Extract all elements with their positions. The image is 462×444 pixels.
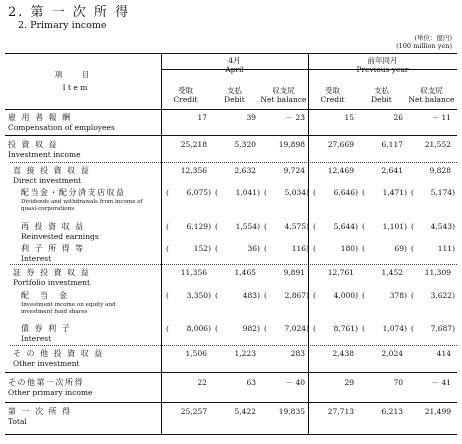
open-paren: ( [166, 188, 169, 197]
debit-header-1-jp: 支払 [227, 86, 242, 95]
row-label-en: quasi-corporations [21, 206, 75, 212]
cell-value: 19,835 [278, 407, 305, 416]
cell-value: 6,075) [186, 188, 211, 197]
open-paren: ( [264, 291, 267, 300]
dotted-rule-1 [10, 162, 457, 163]
open-paren: ( [166, 324, 169, 333]
open-paren: ( [362, 244, 365, 253]
net-header-1-en: Net balance [260, 95, 307, 104]
dotted-rule-2 [10, 264, 457, 265]
open-paren: ( [166, 222, 169, 231]
row-label-en: Portfolio investment [13, 278, 91, 287]
open-paren: ( [215, 291, 218, 300]
row-label-en: Total [8, 417, 27, 426]
row-label-en: Compensation of employees [8, 123, 115, 132]
open-paren: ( [264, 244, 267, 253]
row-label-en: Direct investment [13, 176, 82, 185]
cell-value: 15 [344, 113, 354, 122]
open-paren: ( [313, 244, 316, 253]
page-heading [8, 5, 130, 32]
unit-note [396, 34, 452, 50]
cell-value: 11,356 [180, 268, 207, 277]
cell-value: 116) [291, 244, 309, 253]
unit-note-jp: (単位：億円) [414, 34, 452, 42]
row-label-en: Other primary income [8, 388, 93, 397]
credit-header-2-en: Credit [320, 95, 345, 104]
cell-value: 26 [393, 113, 403, 122]
cell-value: 5,034) [284, 188, 309, 197]
cell-value: 6,213 [381, 407, 403, 416]
cell-value: － 11 [431, 113, 451, 122]
debit-header-1 [210, 86, 259, 104]
cell-value: 1,223 [234, 349, 256, 358]
cell-value: 1,471) [382, 188, 407, 197]
open-paren: ( [215, 244, 218, 253]
cell-value: 5,644) [333, 222, 358, 231]
table-bottom-rule [5, 434, 457, 435]
cell-value: 180) [340, 244, 358, 253]
net-header-2-jp: 収支尻 [420, 86, 443, 95]
cell-value: 27,713 [327, 407, 354, 416]
cell-value: 5,320 [234, 140, 256, 149]
cell-value: 1,554) [235, 222, 260, 231]
cell-value: 2,024 [381, 349, 403, 358]
cell-value: 21,499 [424, 407, 451, 416]
debit-header-2-jp: 支払 [374, 86, 389, 95]
column-divider-1 [161, 53, 162, 434]
cell-value: 70 [393, 378, 403, 387]
row-label-jp: そ の 他 投 資 収 益 [13, 349, 104, 358]
open-paren: ( [166, 244, 169, 253]
period-header-1-jp: 4月 [228, 56, 241, 65]
header-bottom-rule [5, 109, 457, 110]
section-rule-2 [5, 372, 457, 373]
period-header-2-en: Previous year [356, 65, 409, 74]
row-label-en: Reinvested earnings [21, 232, 99, 241]
row-label-jp: 雇 用 者 報 酬 [8, 113, 72, 122]
cell-value: － 41 [431, 378, 451, 387]
cell-value: 4,000) [333, 291, 358, 300]
row-label-en: Dividends and withdrawals from income of [21, 199, 143, 205]
cell-value: 2,438 [332, 349, 354, 358]
row-label-en: Other investment [13, 359, 80, 368]
open-paren: ( [215, 188, 218, 197]
net-header-1-jp: 収支尻 [272, 86, 295, 95]
row-label-jp: その他第一次所得 [8, 378, 84, 387]
debit-header-2-en: Debit [371, 95, 392, 104]
row-label-en: Investment income [8, 150, 81, 159]
cell-value: 8,006) [186, 324, 211, 333]
cell-value: 36) [247, 244, 260, 253]
open-paren: ( [411, 222, 414, 231]
cell-value: 39 [246, 113, 256, 122]
row-label-jp: 第 一 次 所 得 [8, 407, 72, 416]
cell-value: 6,129) [186, 222, 211, 231]
open-paren: ( [264, 324, 267, 333]
row-label-en: Interest [21, 334, 52, 343]
cell-value: 25,218 [180, 140, 207, 149]
cell-value: 7,687) [430, 324, 455, 333]
cell-value: 11,309 [424, 268, 451, 277]
cell-value: 6,646) [333, 188, 358, 197]
credit-header-2-jp: 受取 [325, 86, 340, 95]
credit-header-1-jp: 受取 [178, 86, 193, 95]
cell-value: 9,891 [283, 268, 305, 277]
open-paren: ( [411, 188, 414, 197]
row-label-en: investment fund shares [21, 309, 88, 315]
open-paren: ( [264, 222, 267, 231]
cell-value: 3,622) [430, 291, 455, 300]
period-header-1-en: April [225, 65, 244, 74]
open-paren: ( [313, 291, 316, 300]
cell-value: 25,257 [180, 407, 207, 416]
row-label-jp: 債 券 利 子 [21, 324, 72, 333]
cell-value: 27,669 [327, 140, 354, 149]
cell-value: 21,552 [424, 140, 451, 149]
cell-value: 29 [344, 378, 354, 387]
cell-value: 414 [436, 349, 451, 358]
period-header-1 [161, 56, 308, 74]
cell-value: 2,867) [284, 291, 309, 300]
row-label-jp: 配当金・配分済支店収益 [21, 188, 126, 197]
cell-value: 9,828 [429, 166, 451, 175]
open-paren: ( [362, 188, 365, 197]
row-label-en: Investment income on equity and [21, 302, 116, 308]
open-paren: ( [166, 291, 169, 300]
period-header-2 [308, 56, 457, 74]
item-header-en: I t e m [62, 83, 88, 92]
open-paren: ( [362, 291, 365, 300]
open-paren: ( [362, 324, 365, 333]
cell-value: 152) [193, 244, 211, 253]
cell-value: 9,724 [283, 166, 305, 175]
cell-value: 19,898 [278, 140, 305, 149]
open-paren: ( [411, 291, 414, 300]
page-title-en: 2. Primary income [18, 20, 107, 31]
cell-value: 4,575) [284, 222, 309, 231]
cell-value: 6,117 [381, 140, 403, 149]
credit-header-2 [308, 86, 357, 104]
cell-value: 5,174) [430, 188, 455, 197]
open-paren: ( [313, 324, 316, 333]
cell-value: 1,452 [381, 268, 403, 277]
row-label-en: Interest [21, 254, 52, 263]
open-paren: ( [313, 188, 316, 197]
cell-value: 3,350) [186, 291, 211, 300]
open-paren: ( [362, 222, 365, 231]
cell-value: 7,024) [284, 324, 309, 333]
cell-value: 12,356 [180, 166, 207, 175]
net-header-2 [406, 86, 457, 104]
cell-value: 4,543) [430, 222, 455, 231]
open-paren: ( [411, 244, 414, 253]
table-top-rule [5, 53, 457, 54]
open-paren: ( [215, 222, 218, 231]
cell-value: 12,469 [327, 166, 354, 175]
cell-value: 378) [389, 291, 407, 300]
item-header-jp: 項 目 [54, 70, 96, 79]
row-label-jp: 配 当 金 [21, 291, 69, 300]
credit-header-1-en: Credit [173, 95, 198, 104]
cell-value: 5,422 [234, 407, 256, 416]
cell-value: － 23 [285, 113, 305, 122]
cell-value: 1,101) [382, 222, 407, 231]
cell-value: 22 [197, 378, 207, 387]
debit-header-2 [357, 86, 406, 104]
cell-value: 8,761) [333, 324, 358, 333]
net-header-1 [259, 86, 308, 104]
net-header-2-en: Net balance [408, 95, 455, 104]
item-header [20, 70, 130, 92]
row-label-jp: 再 投 資 収 益 [21, 222, 85, 231]
cell-value: 17 [197, 113, 207, 122]
section-rule-3 [5, 402, 457, 403]
section-rule-1 [5, 135, 457, 136]
cell-value: 283 [290, 349, 305, 358]
open-paren: ( [264, 188, 267, 197]
cell-value: 1,465 [234, 268, 256, 277]
period-header-2-jp: 前年同月 [367, 56, 398, 65]
dotted-rule-3 [10, 345, 457, 346]
cell-value: 982) [242, 324, 260, 333]
cell-value: 69) [394, 244, 407, 253]
row-label-jp: 利 子 所 得 等 [21, 244, 85, 253]
row-label-jp: 証 券 投 資 収 益 [13, 268, 91, 277]
cell-value: 111) [437, 244, 455, 253]
cell-value: 1,041) [235, 188, 260, 197]
cell-value: 483) [242, 291, 260, 300]
cell-value: － 40 [285, 378, 305, 387]
page-title-jp: 2. 第 一 次 所 得 [8, 5, 131, 20]
debit-header-1-en: Debit [224, 95, 245, 104]
open-paren: ( [411, 324, 414, 333]
cell-value: 63 [246, 378, 256, 387]
open-paren: ( [313, 222, 316, 231]
open-paren: ( [215, 324, 218, 333]
cell-value: 1,506 [185, 349, 207, 358]
cell-value: 2,632 [234, 166, 256, 175]
cell-value: 2,641 [381, 166, 403, 175]
row-label-jp: 直 接 投 資 収 益 [13, 166, 91, 175]
unit-note-en: (100 million yen) [396, 42, 452, 50]
cell-value: 1,074) [382, 324, 407, 333]
row-label-jp: 投 資 収 益 [8, 140, 59, 149]
cell-value: 12,761 [327, 268, 354, 277]
credit-header-1 [161, 86, 210, 104]
